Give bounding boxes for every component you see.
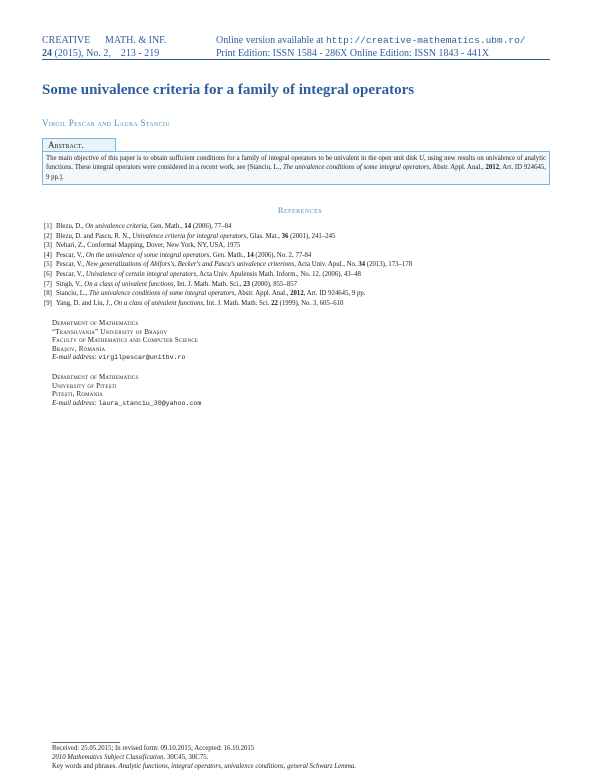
journal-name-creative: CREATIVE <box>42 35 91 46</box>
email-link[interactable]: virgilpescar@unitbv.ro <box>98 354 186 362</box>
address-university: “Transilvania” University of Brașov <box>52 327 168 336</box>
author-address-1 <box>52 319 198 363</box>
author-address-2 <box>52 373 201 408</box>
abstract-box: The main objective of this paper is to obtain sufficient conditions for a family of integral operators to be univalent in the open unit disk U, using new results on univalence of analytic functions. These integral operators were considered in a recent work, see [Stanciu, L., The univalence conditions of some integral operators, Abstr. Appl. Anal., 2012, Art. ID 924645, 9 pp.]. <box>42 151 550 185</box>
address-city: Brașov, Romania <box>52 344 106 353</box>
paper-authors: Virgil Pescar and Laura Stanciu <box>42 118 170 128</box>
address-city: Pitești, Romania <box>52 390 104 399</box>
online-info <box>216 34 526 60</box>
journal-name-math: MATH. & INF. <box>105 35 167 46</box>
footnote-rule <box>52 742 120 743</box>
journal-pages: 213 - 219 <box>120 48 160 59</box>
reference-item: [3] Nehari, Z., Conformal Mapping, Dover, New York, NY, USA, 1975 <box>44 242 241 250</box>
email-label: E-mail address: <box>52 398 97 407</box>
address-department: Department of Mathematics <box>52 373 139 381</box>
reference-item: [9] Yang, D. and Liu, J., On a class of univalent functions, Int. J. Math. Math. Sci. 22 (1999), No. 3, 605–610 <box>44 299 344 307</box>
reference-item: [6] Pescar, V., Univalence of certain integral operators, Acta Univ. Apulensis Math. Inform., No. 12, (2006), 43–48 <box>44 270 361 278</box>
address-department: Department of Mathematics <box>52 319 139 327</box>
keywords-line: Key words and phrases. Analytic functions, integral operators, univalence conditions, general Schwarz Lemma. <box>52 763 356 771</box>
email-link[interactable]: laura_stanciu_30@yahoo.com <box>98 399 202 407</box>
abstract-label: Abstract. <box>42 138 116 151</box>
received-dates: Received: 25.05.2015; In revised form: 09.10.2015; Accepted: 16.10.2015 <box>52 745 255 752</box>
header-rule <box>42 59 550 60</box>
journal-info <box>42 34 175 60</box>
journal-volume: 24 (2015), No. 2, <box>42 48 111 59</box>
reference-item: [4] Pescar, V., On the univalence of some integral operators, Gen. Math., 14 (2006), No. 2, 77-84 <box>44 251 312 259</box>
unit-disk-symbol: U <box>419 155 425 162</box>
address-university: University of Pitești <box>52 381 117 390</box>
reference-item: [8] Stanciu, L., The univalence conditions of some integral operators, Abstr. Appl. Anal., 2012, Art. ID 924645, 9 pp. <box>44 290 366 298</box>
abstract-cited-title: The univalence conditions of some integral operators <box>282 164 430 172</box>
address-faculty: Faculty of Mathematics and Computer Science <box>52 336 199 345</box>
msc-line: 2010 Mathematics Subject Classification. 30C45, 30C75. <box>52 754 209 762</box>
references-heading: References <box>277 205 323 215</box>
issn-line: Print Edition: ISSN 1584 - 286X Online Edition: ISSN 1843 - 441X <box>216 48 490 59</box>
reference-item: [7] Singh, V., On a class of univalent functions, Int. J. Math. Math. Sci., 23 (2000), 855–857 <box>44 280 298 288</box>
reference-item: [1] Blezu, D., On univalence criteria, Gen. Math., 14 (2006), 77–84 <box>44 223 232 230</box>
reference-item: [2] Blezu, D. and Pascu, R. N., Univalence criteria for integral operators, Glas. Mat., 36 (2001), 241–245 <box>44 232 336 240</box>
paper-title: Some univalence criteria for a family of integral operators <box>42 82 415 98</box>
footnotes <box>52 744 356 772</box>
online-text: Online version available at <box>216 35 326 46</box>
online-url-link[interactable]: http://creative-mathematics.ubm.ro/ <box>325 35 526 46</box>
email-label: E-mail address: <box>52 353 97 362</box>
reference-item: [5] Pescar, V., New generalizations of Ahlfors's, Becker's and Pascu's univalence criterions, Acta Univ. Apul., No. 34 (2013), 173–178 <box>44 261 413 269</box>
references-list <box>44 222 554 308</box>
